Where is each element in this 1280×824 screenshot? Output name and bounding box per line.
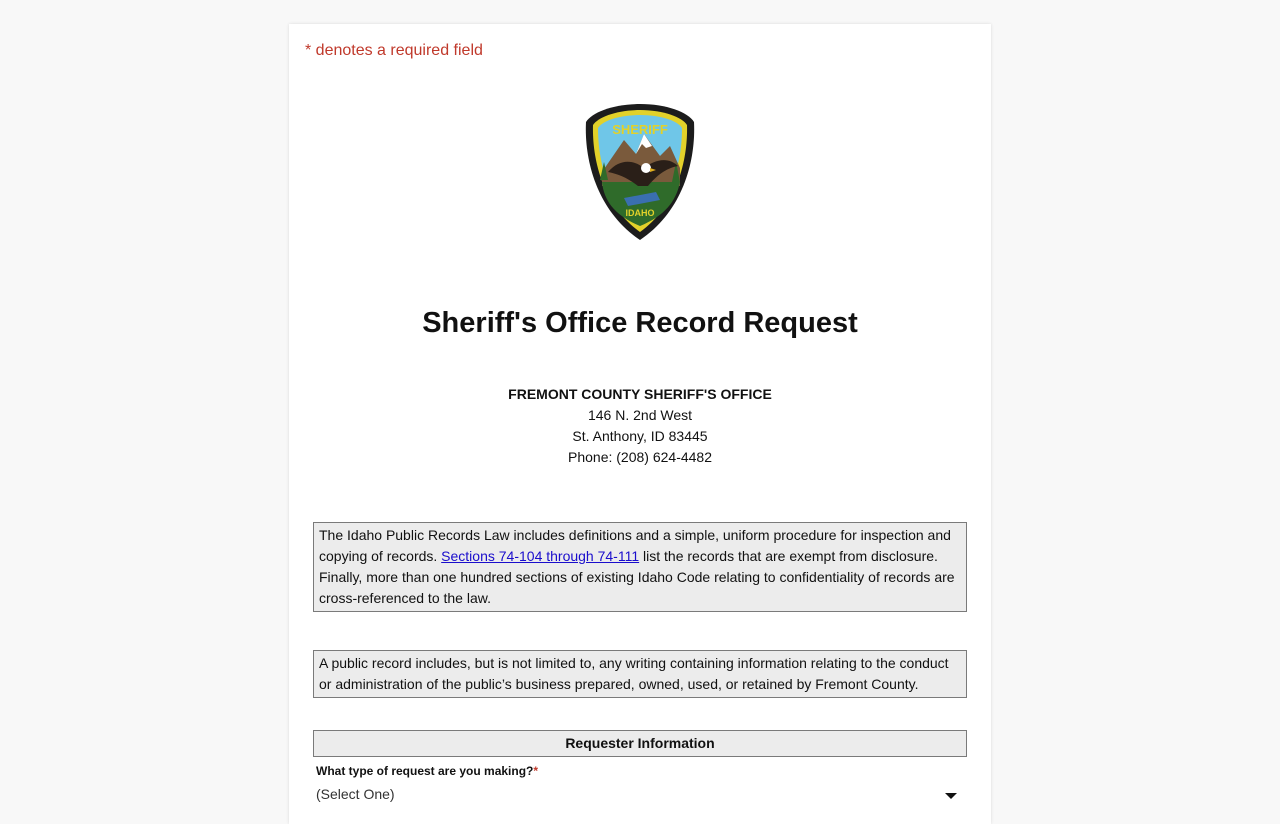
office-phone: Phone: (208) 624-4482 — [568, 449, 712, 465]
required-note: * denotes a required field — [305, 42, 483, 59]
sheriff-badge-icon — [584, 102, 696, 242]
info-text-after: list the records that are exempt from disclosure. Finally, more than one hundred sections of existing Idaho Code relating to confidentiality of records are cross-referenced to the law. — [319, 548, 955, 606]
chevron-down-icon — [945, 793, 957, 799]
page-title: Sheriff's Office Record Request — [422, 307, 858, 339]
office-city: St. Anthony, ID 83445 — [572, 428, 708, 444]
request-type-label-text: What type of request are you making? — [316, 764, 534, 778]
request-type-select[interactable] — [316, 786, 961, 808]
request-type-selected: (Select One) — [316, 786, 395, 802]
office-address — [289, 384, 991, 468]
section-header-requester: Requester Information — [313, 730, 967, 757]
form-card — [289, 24, 991, 824]
svg-text:SHERIFF: SHERIFF — [612, 122, 668, 137]
public-record-definition: A public record includes, but is not limited to, any writing containing information relating to the conduct or administration of the public’s business prepared, owned, used, or retained by Fremont County. — [313, 650, 967, 698]
svg-text:IDAHO: IDAHO — [625, 208, 655, 218]
office-name: FREMONT COUNTY SHERIFF'S OFFICE — [508, 386, 772, 402]
public-records-law-info — [313, 522, 967, 612]
info-text-before: The Idaho Public Records Law includes definitions and a simple, uniform procedure for inspection and copying of records. — [319, 527, 951, 564]
office-street: 146 N. 2nd West — [587, 407, 693, 423]
exempt-sections-link[interactable]: Sections 74-104 through 74-111 — [441, 548, 640, 564]
required-mark: * — [533, 764, 539, 778]
request-type-label — [316, 764, 538, 778]
